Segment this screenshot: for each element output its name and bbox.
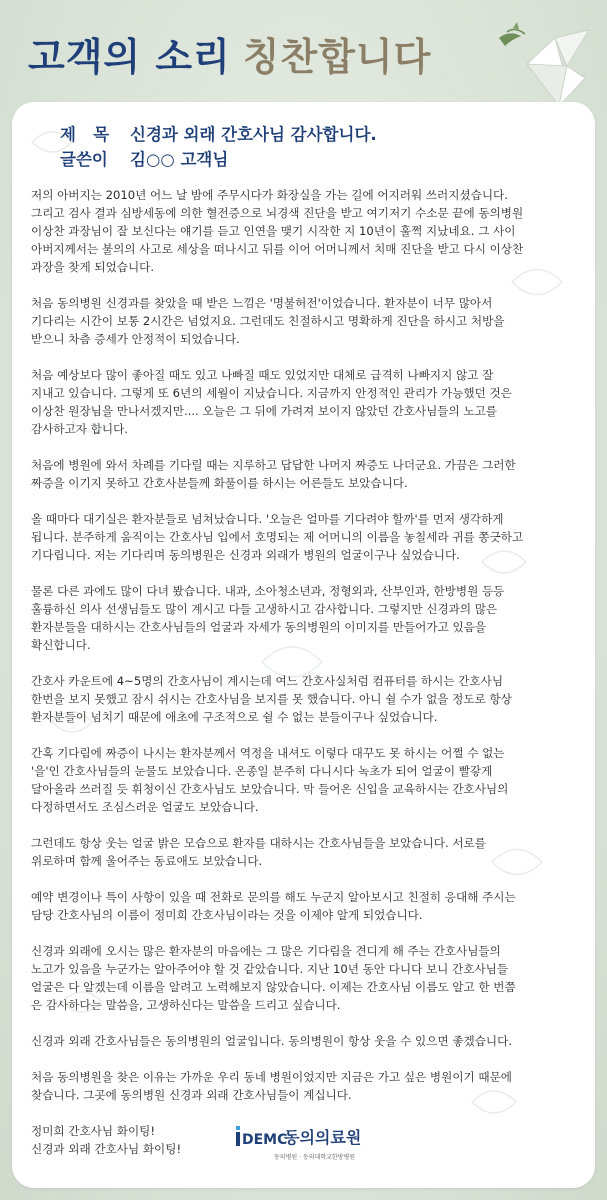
letter-body <box>31 186 583 1158</box>
subject-label: 제 목 <box>60 125 110 144</box>
letter-meta <box>60 122 377 172</box>
paragraph: 예약 변경이나 특이 사항이 있을 때 전화로 문의를 해도 누군지 알아보시고 친절히 응대해 주시는 담당 간호사님의 이름이 정미희 간호사님이라는 것을 이제야 알게 되었습니다. <box>31 890 516 922</box>
paper-dove-icon <box>493 18 593 110</box>
header <box>0 0 607 100</box>
hospital-logo <box>234 1122 394 1172</box>
paragraph: 처음 동의병원 신경과를 찾았을 때 받은 느낌은 '명불허전'이었습니다. 환자분이 너무 많아서 기다리는 시간이 보통 2시간은 넘었지요. 그런데도 친절하시고 명확하게 진단을 하시고 처방을 받으니 차츰 증세가 안정적이 되었습니다. <box>31 296 505 346</box>
closing-line: 신경과 외래 간호사님 화이팅! <box>31 1142 182 1156</box>
paragraph: 저의 아버지는 2010년 어느 날 밤에 주무시다가 화장실을 가는 길에 어지러워 쓰러지셨습니다. 그리고 검사 결과 심방세동에 의한 혈전증으로 뇌경색 진단을 받고 여기저기 수소문 끝에 동의병원 이상찬 과장님이 잘 보신다는 얘기를 듣고 인연을 맺기 시작한 지 10년이 훌쩍 지났네요. 그 사이 아버지께서는 불의의 사고로 세상을 떠나시고 뒤를 이어 어머니께서 치매 진단을 받고 다시 이상찬 과장을 찾게 되었습니다. <box>31 188 524 274</box>
logo-subtitle: 동의병원 · 동의대학교한방병원 <box>274 1154 356 1161</box>
letter-card <box>12 102 595 1188</box>
title-part2: 칭찬합니다 <box>242 35 432 79</box>
paragraph: 처음에 병원에 와서 차례를 기다릴 때는 지루하고 답답한 나머지 짜증도 나더군요. 가끔은 그러한 짜증을 이기지 못하고 간호사분들께 화풀이를 하시는 어른들도 보았습니다. <box>31 458 516 490</box>
paragraph: 그런데도 항상 웃는 얼굴 밝은 모습으로 환자를 대하시는 간호사님들을 보았습니다. 서로를 위로하며 함께 울어주는 동료애도 보았습니다. <box>31 836 486 868</box>
paragraph: 신경과 외래에 오시는 많은 환자분의 마음에는 그 많은 기다림을 견디게 해 주는 간호사님들의 노고가 있음을 누군가는 알아주어야 할 것 같았습니다. 지난 10년 동안 다니다 보니 간호사님들 얼굴은 다 알겠는데 이름을 알려고 노력해보지 않았습니다. 이제는 간호사님 이름도 알고 한 번쯤 은 감사하다는 말씀을, 고생하신다는 말씀을 드리고 싶습니다. <box>31 944 516 1012</box>
subject-row <box>60 122 377 147</box>
paragraph: 신경과 외래 간호사님들은 동의병원의 얼굴입니다. 동의병원이 항상 웃을 수 있으면 좋겠습니다. <box>31 1034 513 1048</box>
author-value: 김○○ 고객님 <box>130 150 229 169</box>
paragraph: 처음 동의병원을 찾은 이유는 가까운 우리 동네 병원이었지만 지금은 가고 싶은 병원이기 때문에 찾습니다. 그곳에 동의병원 신경과 외래 간호사님들이 계십니다. <box>31 1070 513 1102</box>
paragraph: 간호사 카운트에 4~5명의 간호사님이 계시는데 여느 간호사실처럼 컴퓨터를 하시는 간호사님 한번을 보지 못했고 잠시 쉬시는 간호사님을 보지를 못 했습니다. 아니 쉴 수가 없을 정도로 항상 환자분들이 넘치기 때문에 애초에 구조적으로 쉴 수 없는 분들이구나 싶었습니다. <box>31 674 512 724</box>
logo-mark-text: DEMC <box>242 1132 288 1148</box>
author-label: 글쓴이 <box>60 150 108 169</box>
subject-value: 신경과 외래 간호사님 감사합니다. <box>130 125 377 144</box>
page-title <box>28 26 431 81</box>
paragraph: 물론 다른 과에도 많이 다녀 봤습니다. 내과, 소아청소년과, 정형외과, 산부인과, 한방병원 등등 훌륭하신 의사 선생님들도 많이 계시고 다들 고생하시고 감사합니다. 그렇지만 신경과의 많은 환자분들을 대하시는 간호사님들의 얼굴과 자세가 동의병원의 이미지를 만들어가고 있음을 확신합니다. <box>31 584 505 652</box>
paragraph: 처음 예상보다 많이 좋아질 때도 있고 나빠질 때도 있었지만 대체로 급격히 나빠지지 않고 잘 지내고 있습니다. 그렇게 또 6년의 세월이 지났습니다. 지금까지 안정적인 관리가 가능했던 것은 이상찬 원장님을 만나서겠지만.... 오늘은 그 뒤에 가려져 보이지 않았던 간호사님들의 노고를 감사하고자 합니다. <box>31 368 512 436</box>
paragraph: 간혹 기다림에 짜증이 나시는 환자분께서 역정을 내셔도 이렇다 대꾸도 못 하시는 어쩔 수 없는 '을'인 간호사님들의 눈물도 보았습니다. 온종일 분주히 다니시다 녹초가 되어 얼굴이 빨갛게 달아올라 쓰러질 듯 휘청이신 간호사님도 보았습니다. 막 들어온 신입을 교육하시는 간호사님의 다정하면서도 조심스러운 얼굴도 보았습니다. <box>31 746 509 814</box>
title-part1: 고객의 소리 <box>28 35 231 79</box>
author-row <box>60 147 377 172</box>
paragraph: 올 때마다 대기실은 환자분들로 넘쳐났습니다. '오늘은 얼마를 기다려야 할까'를 먼저 생각하게 됩니다. 분주하게 움직이는 간호사님 입에서 호명되는 제 어머니의 이름을 놓칠세라 귀를 쫑긋하고 기다립니다. 저는 기다리며 동의병원은 신경과 외래가 병원의 얼굴이구나 싶었습니다. <box>31 512 524 562</box>
closing-line: 정미희 간호사님 화이팅! <box>31 1124 156 1138</box>
logo-name: 동의의료원 <box>284 1128 362 1147</box>
